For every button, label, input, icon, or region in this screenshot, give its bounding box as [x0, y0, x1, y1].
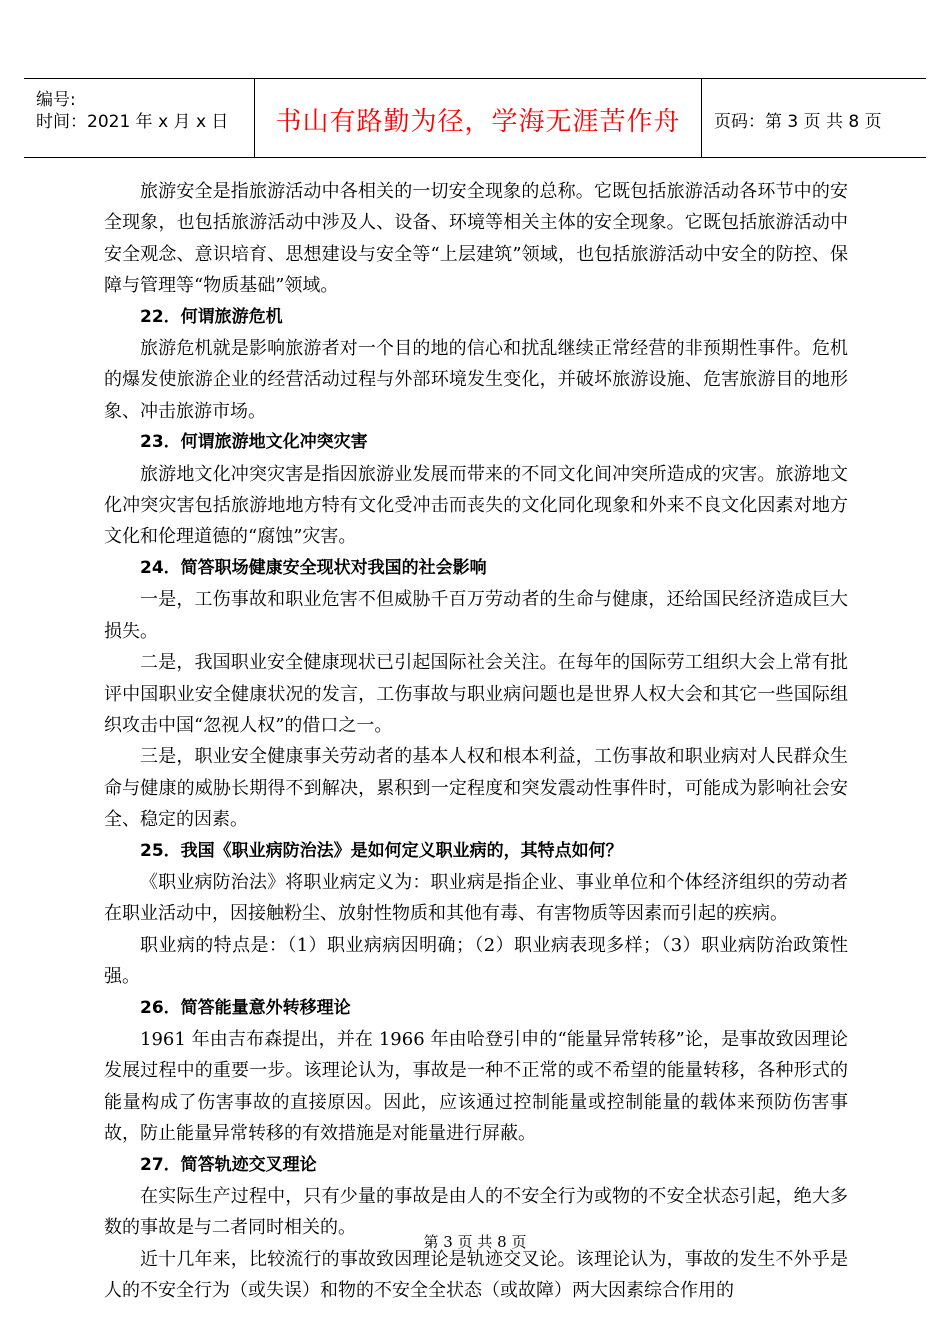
document-time-label: 时间：2021 年 x 月 x 日: [36, 112, 229, 132]
header-motto: 书山有路勤为径，学海无涯苦作舟: [275, 107, 681, 137]
paragraph-q24-second: 二是，我国职业安全健康现状已引起国际社会关注。在每年的国际劳工组织大会上常有批评中国职业安全健康状况的发言，工伤事故与职业病问题也是世界人权大会和其它一些国际组织攻击中国“忽视人权”的借口之一。: [104, 652, 848, 736]
heading-q23: 23．何谓旅游地文化冲突灾害: [140, 432, 368, 453]
heading-q26: 26．简答能量意外转移理论: [140, 997, 351, 1018]
paragraph-q25-features: 职业病的特点是：（1）职业病病因明确；（2）职业病表现多样；（3）职业病防治政策性强。: [104, 934, 848, 988]
heading-q22: 22．何谓旅游危机: [140, 306, 283, 327]
header-info-cell: [24, 79, 254, 157]
paragraph-q23: 旅游地文化冲突灾害是指因旅游业发展而带来的不同文化间冲突所造成的灾害。旅游地文化冲突灾害包括旅游地地方特有文化受冲击而丧失的文化同化现象和外来不良文化因素对地方文化和伦理道德的“腐蚀”灾害。: [104, 463, 848, 548]
heading-q27: 27．简答轨迹交叉理论: [140, 1154, 317, 1175]
heading-q24: 24．简答职场健康安全现状对我国的社会影响: [140, 557, 487, 578]
paragraph-q24-third: 三是，职业安全健康事关劳动者的基本人权和根本利益，工伤事故和职业病对人民群众生命与健康的威胁长期得不到解决，累积到一定程度和突发震动性事件时，可能成为影响社会安全、稳定的因素。: [104, 746, 848, 831]
header-page-cell: [702, 79, 926, 157]
heading-q25: 25．我国《职业病防治法》是如何定义职业病的，其特点如何？: [140, 840, 623, 861]
paragraph-tourism-safety: 旅游安全是指旅游活动中各相关的一切安全现象的总称。它既包括旅游活动各环节中的安全现象，也包括旅游活动中涉及人、设备、环境等相关主体的安全现象。它既包括旅游活动中安全观念、意识培育、思想建设与安全等“上层建筑”领域，也包括旅游活动中安全的防控、保障与管理等“物质基础”领域。: [104, 181, 848, 297]
footer-page-number: 第 3 页 共 8 页: [423, 1233, 527, 1251]
header-page-label: 页码：第 3 页 共 8 页: [714, 112, 882, 132]
paragraph-q26: 1961 年由吉布森提出，并在 1966 年由哈登引申的“能量异常转移”论，是事故致因理论发展过程中的重要一步。该理论认为，事故是一种不正常的或不希望的能量转移，各种形式的能量构成了伤害事故的直接原因。因此，应该通过控制能量或控制能量的载体来预防伤害事故，防止能量异常转移的有效措施是对能量进行屏蔽。: [104, 1028, 848, 1145]
header-table: [24, 78, 926, 158]
paragraph-q22: 旅游危机就是影响旅游者对一个目的地的信心和扰乱继续正常经营的非预期性事件。危机的爆发使旅游企业的经营活动过程与外部环境发生变化，并破坏旅游设施、危害旅游目的地形象、冲击旅游市场。: [104, 338, 848, 422]
paragraph-q24-first: 一是，工伤事故和职业危害不但威胁千百万劳动者的生命与健康，还给国民经济造成巨大损失。: [104, 589, 848, 642]
paragraph-q25-definition: 《职业病防治法》将职业病定义为：职业病是指企业、事业单位和个体经济组织的劳动者在职业活动中，因接触粉尘、放射性物质和其他有毒、有害物质等因素而引起的疾病。: [104, 871, 848, 925]
paragraph-q27-first: 在实际生产过程中，只有少量的事故是由人的不安全行为或物的不安全状态引起，绝大多数的事故是与二者同时相关的。: [104, 1186, 848, 1239]
paragraph-q27-second: 近十几年来，比较流行的事故致因理论是轨迹交叉论。该理论认为，事故的发生不外乎是人的不安全行为（或失误）和物的不安全全状态（或故障）两大因素综合作用的: [104, 1248, 848, 1302]
document-number-label: 编号:: [36, 90, 76, 110]
header-motto-cell: [254, 79, 702, 157]
document-body: [104, 176, 848, 1307]
